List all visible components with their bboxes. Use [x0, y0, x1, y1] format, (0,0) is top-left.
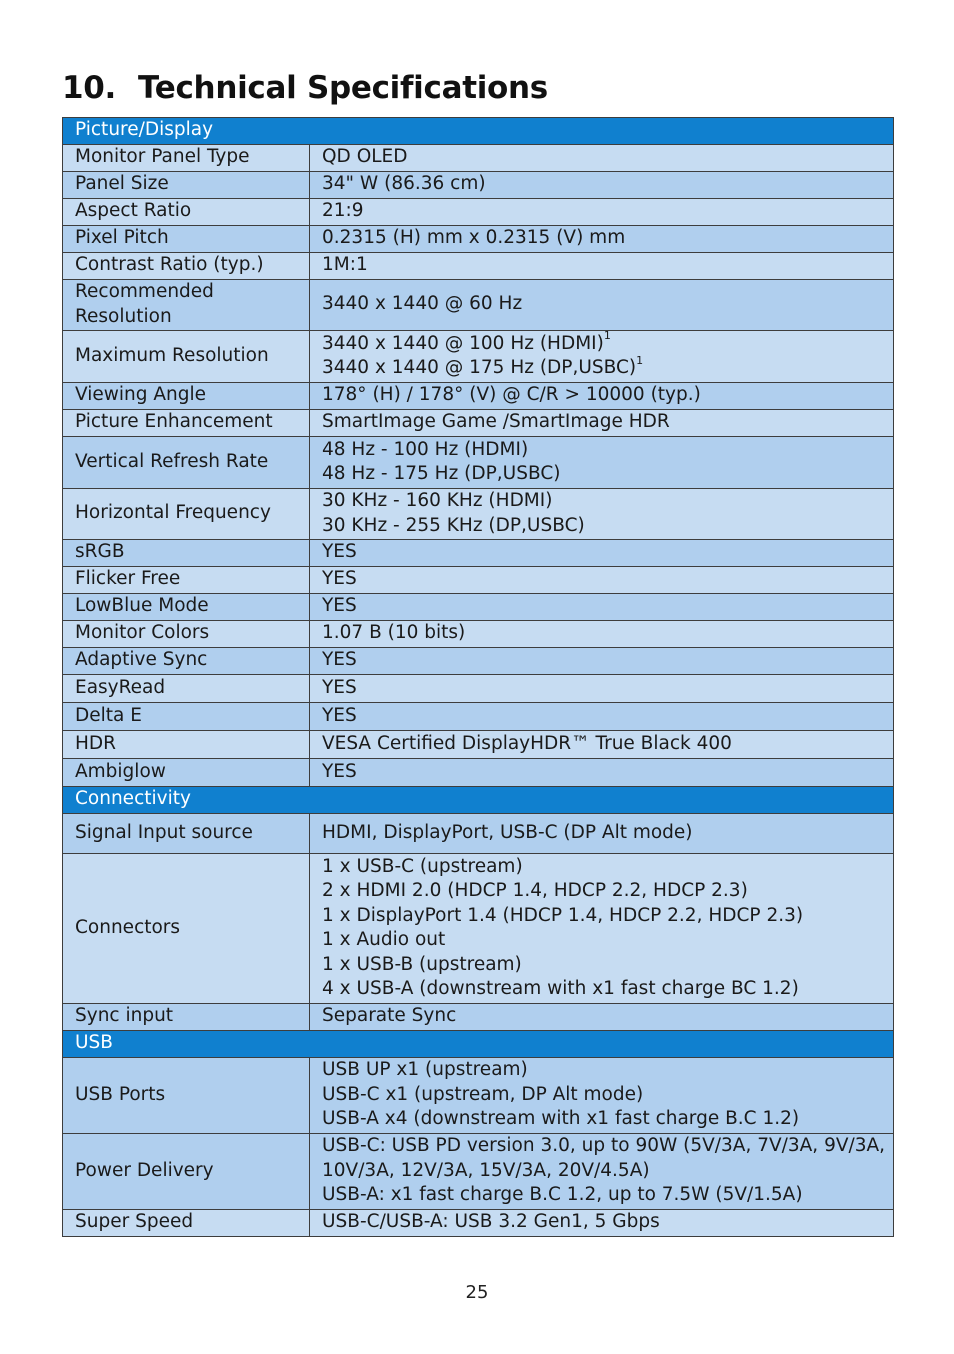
spec-label: Pixel Pitch [63, 226, 310, 253]
spec-value-line [322, 253, 893, 278]
spec-row-pixel-pitch [63, 226, 894, 253]
spec-value-line [322, 760, 893, 785]
spec-label-line: Resolution [75, 305, 172, 327]
spec-value-text: USB-C/USB-A: USB 3.2 Gen1, 5 Gbps [322, 1211, 660, 1233]
spec-row-adaptive-sync [63, 648, 894, 675]
section-number: 10. [62, 70, 117, 106]
spec-value-text: 30 KHz - 160 KHz (HDMI) [322, 490, 553, 511]
section-header-usb [63, 1031, 894, 1058]
spec-row-delta-e [63, 703, 894, 731]
spec-value-line [322, 1210, 893, 1235]
spec-row-ambiglow [63, 759, 894, 787]
spec-row-contrast-ratio-typ [63, 253, 894, 280]
spec-label: Aspect Ratio [63, 199, 310, 226]
spec-row-usb-ports [63, 1058, 894, 1134]
spec-value-text: YES [322, 704, 357, 726]
spec-value [310, 1004, 894, 1031]
spec-value-text: 4 x USB-A (downstream with x1 fast charge BC 1.2) [322, 978, 799, 999]
spec-label: Sync input [63, 1004, 310, 1031]
spec-value-text: YES [322, 541, 357, 563]
spec-value-line [322, 199, 893, 224]
spec-label: Maximum Resolution [63, 331, 310, 383]
spec-value-text: 1 x USB-B (upstream) [322, 953, 522, 975]
spec-value [310, 1210, 894, 1237]
spec-value-line [322, 977, 893, 1002]
page-number: 25 [465, 1282, 489, 1303]
spec-row-lowblue-mode [63, 594, 894, 621]
spec-value [310, 253, 894, 280]
spec-value [310, 731, 894, 759]
spec-row-picture-enhancement [63, 410, 894, 437]
spec-value-line [322, 648, 893, 673]
spec-row-monitor-panel-type [63, 145, 894, 172]
spec-label: HDR [63, 731, 310, 759]
section-header-connectivity [63, 787, 894, 814]
spec-label: Viewing Angle [63, 383, 310, 410]
spec-label [63, 280, 310, 331]
spec-value-text: USB-A x4 (downstream with x1 fast charge B.C 1.2) [322, 1108, 800, 1130]
page-title [62, 70, 548, 106]
spec-value-line [322, 953, 893, 978]
spec-value-text: USB-C x1 (upstream, DP Alt mode) [322, 1083, 644, 1105]
spec-label: sRGB [63, 540, 310, 567]
spec-value-text: VESA Certified DisplayHDR™ True Black 400 [322, 732, 732, 754]
spec-value-line [322, 332, 893, 357]
section-header-label: Picture/Display [63, 118, 894, 145]
spec-row-srgb [63, 540, 894, 567]
spec-value-line [322, 383, 893, 408]
spec-value-text: 10V/3A, 12V/3A, 15V/3A, 20V/4.5A) [322, 1159, 650, 1181]
spec-row-maximum-resolution [63, 331, 894, 383]
spec-value-line [322, 704, 893, 729]
spec-value-line [322, 1107, 893, 1132]
spec-value-line [322, 172, 893, 197]
spec-row-vertical-refresh-rate [63, 437, 894, 489]
spec-value-line [322, 438, 893, 463]
spec-row-viewing-angle [63, 383, 894, 410]
spec-row-horizontal-frequency [63, 489, 894, 540]
spec-label: LowBlue Mode [63, 594, 310, 621]
spec-value-line [322, 1004, 893, 1029]
spec-row-signal-input-source [63, 814, 894, 854]
section-title: Technical Specifications [138, 70, 548, 106]
spec-row-monitor-colors [63, 621, 894, 648]
spec-value-text: USB-A: x1 fast charge B.C 1.2, up to 7.5W (5V/1.5A) [322, 1184, 803, 1206]
spec-label: Horizontal Frequency [63, 489, 310, 540]
spec-value-line [322, 145, 893, 170]
spec-value-line [322, 292, 893, 317]
spec-value-text: 1 x USB-C (upstream) [322, 855, 523, 877]
spec-row-recommended-resolution [63, 280, 894, 331]
spec-value-line [322, 1183, 893, 1208]
spec-value [310, 172, 894, 199]
spec-value-text: YES [322, 649, 357, 671]
section-header-picture-display [63, 118, 894, 145]
spec-value-text: 178° (H) / 178° (V) @ C/R > 10000 (typ.) [322, 384, 701, 406]
spec-value-text: YES [322, 568, 357, 590]
spec-value [310, 621, 894, 648]
spec-value [310, 567, 894, 594]
spec-value-text: HDMI, DisplayPort, USB-C (DP Alt mode) [322, 821, 693, 843]
spec-value [310, 703, 894, 731]
spec-row-sync-input [63, 1004, 894, 1031]
spec-value-text: SmartImage Game /SmartImage HDR [322, 411, 670, 433]
spec-value [310, 540, 894, 567]
spec-value [310, 489, 894, 540]
spec-value [310, 199, 894, 226]
spec-row-power-delivery [63, 1134, 894, 1210]
spec-label: Connectors [63, 854, 310, 1004]
spec-value-line [322, 462, 893, 487]
spec-value [310, 759, 894, 787]
spec-label: USB Ports [63, 1058, 310, 1134]
spec-row-panel-size [63, 172, 894, 199]
spec-value-line [322, 226, 893, 251]
spec-value [310, 814, 894, 854]
spec-value [310, 648, 894, 675]
spec-row-connectors [63, 854, 894, 1004]
spec-value [310, 226, 894, 253]
spec-value-text: 3440 x 1440 @ 60 Hz [322, 293, 523, 315]
spec-value-line [322, 621, 893, 646]
spec-value-text: 30 KHz - 255 KHz (DP,USBC) [322, 514, 585, 536]
spec-row-easyread [63, 675, 894, 703]
spec-label-line: Recommended [75, 281, 214, 302]
technical-specifications-table [62, 117, 894, 1237]
spec-value-line [322, 879, 893, 904]
spec-value-line [322, 567, 893, 592]
spec-value-text: USB UP x1 (upstream) [322, 1059, 528, 1081]
spec-value-line [322, 904, 893, 929]
spec-value-text: 1.07 B (10 bits) [322, 622, 466, 644]
spec-value-line [322, 489, 893, 514]
spec-value-line [322, 353, 893, 381]
spec-label: Super Speed [63, 1210, 310, 1237]
spec-value-line [322, 1134, 893, 1159]
spec-label: Delta E [63, 703, 310, 731]
spec-value [310, 854, 894, 1004]
spec-value-line [322, 732, 893, 757]
spec-label: EasyRead [63, 675, 310, 703]
spec-label: Power Delivery [63, 1134, 310, 1210]
spec-label: Monitor Colors [63, 621, 310, 648]
spec-value-text: YES [322, 676, 357, 698]
spec-value-line [322, 928, 893, 953]
spec-label: Panel Size [63, 172, 310, 199]
spec-value-text: USB-C: USB PD version 3.0, up to 90W (5V/3A, 7V/3A, 9V/3A, [322, 1135, 886, 1157]
spec-label: Adaptive Sync [63, 648, 310, 675]
spec-value-line [322, 594, 893, 619]
spec-value [310, 410, 894, 437]
spec-label: Picture Enhancement [63, 410, 310, 437]
footnote-marker: 1 [636, 353, 644, 367]
spec-value [310, 383, 894, 410]
spec-value-text: QD OLED [322, 146, 408, 168]
spec-value-line [322, 676, 893, 701]
spec-value-text: 1 x DisplayPort 1.4 (HDCP 1.4, HDCP 2.2, HDCP 2.3) [322, 904, 804, 926]
spec-row-hdr [63, 731, 894, 759]
spec-value [310, 280, 894, 331]
spec-value [310, 594, 894, 621]
section-header-label: USB [63, 1031, 894, 1058]
spec-value-text: 3440 x 1440 @ 175 Hz (DP,USBC) [322, 357, 637, 378]
spec-value-line [322, 1058, 893, 1083]
spec-value-line [322, 540, 893, 565]
spec-value [310, 145, 894, 172]
spec-value [310, 1134, 894, 1210]
spec-value-line [322, 821, 893, 846]
spec-value-line [322, 1083, 893, 1108]
spec-value-text: 2 x HDMI 2.0 (HDCP 1.4, HDCP 2.2, HDCP 2.3) [322, 880, 748, 901]
spec-label: Signal Input source [63, 814, 310, 854]
spec-value-line [322, 410, 893, 435]
spec-value-text: Separate Sync [322, 1005, 457, 1027]
spec-value-text: 48 Hz - 175 Hz (DP,USBC) [322, 463, 561, 484]
spec-row-super-speed [63, 1210, 894, 1237]
spec-value-text: 3440 x 1440 @ 100 Hz (HDMI) [322, 332, 604, 354]
spec-value-text: 48 Hz - 100 Hz (HDMI) [322, 438, 529, 460]
spec-value-text: 34" W (86.36 cm) [322, 173, 486, 195]
spec-label: Flicker Free [63, 567, 310, 594]
spec-label: Ambiglow [63, 759, 310, 787]
spec-value [310, 675, 894, 703]
spec-value [310, 437, 894, 489]
spec-row-flicker-free [63, 567, 894, 594]
spec-value-text: YES [322, 595, 357, 617]
spec-label: Monitor Panel Type [63, 145, 310, 172]
spec-value-line [322, 1159, 893, 1184]
spec-value-text: 21:9 [322, 200, 364, 222]
spec-value-line [322, 855, 893, 880]
spec-value-line [322, 514, 893, 539]
spec-value-text: 1M:1 [322, 254, 368, 276]
spec-value-text: 1 x Audio out [322, 929, 446, 950]
spec-value [310, 331, 894, 383]
spec-label: Contrast Ratio (typ.) [63, 253, 310, 280]
spec-table-body [63, 118, 894, 1237]
footnote-marker: 1 [603, 330, 611, 343]
spec-value-text: YES [322, 760, 357, 782]
spec-value [310, 1058, 894, 1134]
spec-row-aspect-ratio [63, 199, 894, 226]
spec-label: Vertical Refresh Rate [63, 437, 310, 489]
section-header-label: Connectivity [63, 787, 894, 814]
spec-value-text: 0.2315 (H) mm x 0.2315 (V) mm [322, 227, 626, 249]
